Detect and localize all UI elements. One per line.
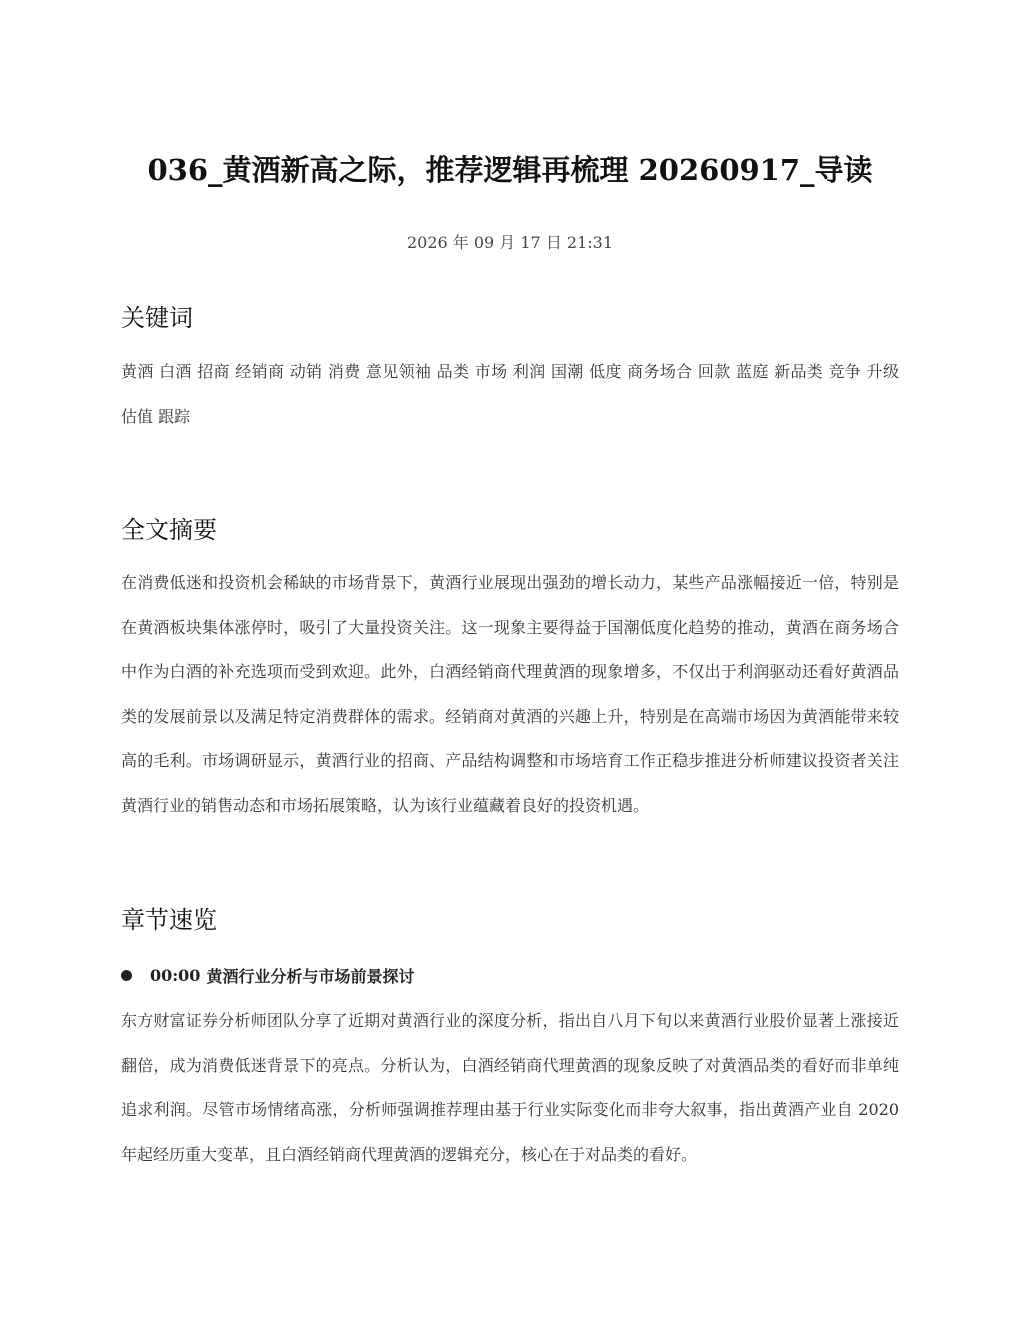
summary-text: 在消费低迷和投资机会稀缺的市场背景下，黄酒行业展现出强劲的增长动力，某些产品涨幅接近一倍，特别是在黄酒板块集体涨停时，吸引了大量投资关注。这一现象主要得益于国潮低度化趋势的推动，黄酒在商务场合中作为白酒的补充选项而受到欢迎。此外，白酒经销商代理黄酒的现象增多，不仅出于利润驱动还看好黄酒品类的发展前景以及满足特定消费群体的需求。经销商对黄酒的兴趣上升，特别是在高端市场因为黄酒能带来较高的毛利。市场调研显示，黄酒行业的招商、产品结构调整和市场培育工作正稳步推进分析师建议投资者关注黄酒行业的销售动态和市场拓展策略，认为该行业蕴藏着良好的投资机遇。 bbox=[121, 573, 899, 815]
document-date: 2026 年 09 月 17 日 21:31 bbox=[406, 233, 614, 252]
chapter-text: 东方财富证券分析师团队分享了近期对黄酒行业的深度分析，指出自八月下旬以来黄酒行业股价显著上涨接近翻倍，成为消费低迷背景下的亮点。分析认为，白酒经销商代理黄酒的现象反映了对黄酒品类的看好而非单纯追求利润。尽管市场情绪高涨，分析师强调推荐理由基于行业实际变化而非夸大叙事，指出黄酒产业自 2020 年起经历重大变革，且白酒经销商代理黄酒的逻辑充分，核心在于对品类的看好。 bbox=[121, 1011, 899, 1164]
keywords-list: 黄酒 白酒 招商 经销商 动销 消费 意见领袖 品类 市场 利润 国潮 低度 商务场合 回款 蓝庭 新品类 竞争 升级 估值 跟踪 bbox=[121, 362, 899, 426]
chapter-timestamp: 00:00 bbox=[150, 965, 201, 985]
chapter-item bbox=[121, 960, 414, 990]
keywords-heading: 关键词 bbox=[121, 304, 193, 332]
summary-heading: 全文摘要 bbox=[121, 516, 217, 544]
document-title: 036_黄酒新高之际，推荐逻辑再梳理 20260917_导读 bbox=[147, 153, 873, 187]
chapters-heading: 章节速览 bbox=[121, 906, 217, 934]
chapter-title: 黄酒行业分析与市场前景探讨 bbox=[206, 966, 415, 986]
bullet-icon bbox=[121, 970, 132, 981]
